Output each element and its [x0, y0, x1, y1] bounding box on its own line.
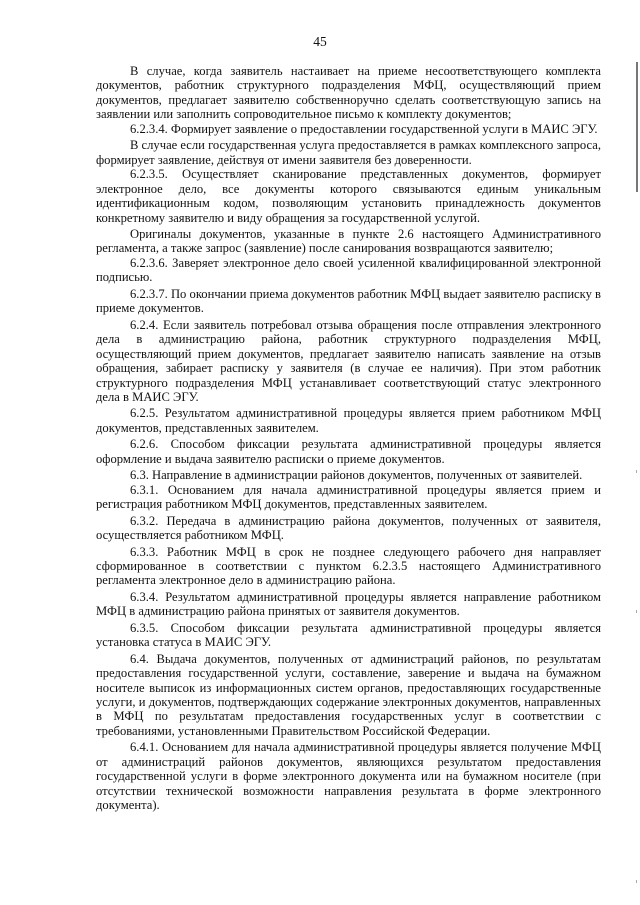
paragraph: 6.3.5. Способом фиксации результата административной процедуры является установка статуса в МАИС ЭГУ. — [96, 620, 601, 650]
paragraph: 6.3. Направление в администрации районов документов, полученных от заявителей. — [130, 468, 583, 483]
paragraph: 6.2.3.7. По окончании приема документов работник МФЦ выдает заявителю расписку в приеме документов. — [96, 286, 601, 316]
paragraph: 6.4. Выдача документов, полученных от администраций районов, по результатам предоставления государственной услуги, составление, заверение и выдача на бумажном носителе выписок из информационных систем органов, предоставляющих государственные услуги, и документов, подтверждающих содержание электронных документов, направленных в МФЦ по результатам предоставления государственных услуг в соответствии с требованиями, установленными Правительством Российской Федерации. — [96, 651, 601, 738]
paragraph: В случае если государственная услуга предоставляется в рамках комплексного запроса, формирует заявление, действуя от имени заявителя без доверенности. — [96, 138, 601, 167]
paragraph: 6.2.3.6. Заверяет электронное дело своей усиленной квалифицированной электронной подписью. — [96, 255, 601, 285]
paragraph: 6.2.3.4. Формирует заявление о предоставлении государственной услуги в МАИС ЭГУ. — [130, 121, 598, 136]
paragraph: 6.3.3. Работник МФЦ в срок не позднее следующего рабочего дня направляет сформированное в соответствии с пунктом 6.2.3.5 настоящего Административного регламента электронное дело в администрацию района. — [96, 544, 601, 588]
paragraph: 6.2.3.5. Осуществляет сканирование представленных документов, формирует электронное дело, все документы которого связываются единым уникальным идентификационным кодом, позволяющим установить принадлежность документов конкретному заявителю и виду обращения за государственной услугой. — [96, 167, 601, 225]
paragraph: В случае, когда заявитель настаивает на приеме несоответствующего комплекта документов, работник структурного подразделения МФЦ, осуществляющий прием документов, предлагает заявителю собственноручно сделать соответствующую запись на заявлении или заполнить сопроводительное письмо к комплекту документов; — [96, 64, 601, 122]
scan-edge-shadow — [636, 62, 638, 192]
paragraph: 6.2.6. Способом фиксации результата административной процедуры является оформление и выдача заявителю расписки о приеме документов. — [96, 437, 601, 466]
scan-edge-speck — [636, 880, 637, 883]
paragraph: 6.3.4. Результатом административной процедуры является направление работником МФЦ в администрацию района принятых от заявителя документов. — [96, 589, 601, 619]
scan-edge-speck — [636, 610, 637, 613]
page-number: 45 — [313, 34, 327, 49]
document-body — [96, 64, 601, 813]
paragraph: 6.3.2. Передача в администрацию района документов, полученных от заявителя, осуществляется работником МФЦ. — [96, 513, 601, 543]
paragraph: 6.2.4. Если заявитель потребовал отзыва обращения после отправления электронного дела в администрацию района, работник структурного подразделения МФЦ, осуществляющий прием документов, предлагает заявителю написать заявление на отзыв обращения, забирает расписку у заявителя (в случае ее наличия). При этом работник структурного подразделения МФЦ устанавливает соответствующий статус электронного дела в МАИС ЭГУ. — [96, 317, 601, 404]
paragraph: Оригиналы документов, указанные в пункте 2.6 настоящего Административного регламента, а также запрос (заявление) после санирования возвращаются заявителю; — [96, 226, 601, 256]
paragraph: 6.3.1. Основанием для начала административной процедуры является прием и регистрация работником МФЦ документов, представленных заявителем. — [96, 482, 601, 512]
paragraph: 6.4.1. Основанием для начала административной процедуры является получение МФЦ от администраций районов документов, являющихся результатом предоставления государственной услуги в форме электронного документа или на бумажном носителе (при отсутствии технической возможности направления результата в форме электронного документа). — [96, 740, 601, 813]
scan-edge-speck — [636, 470, 637, 473]
paragraph: 6.2.5. Результатом административной процедуры является прием работником МФЦ документов, представленных заявителем. — [96, 406, 601, 435]
